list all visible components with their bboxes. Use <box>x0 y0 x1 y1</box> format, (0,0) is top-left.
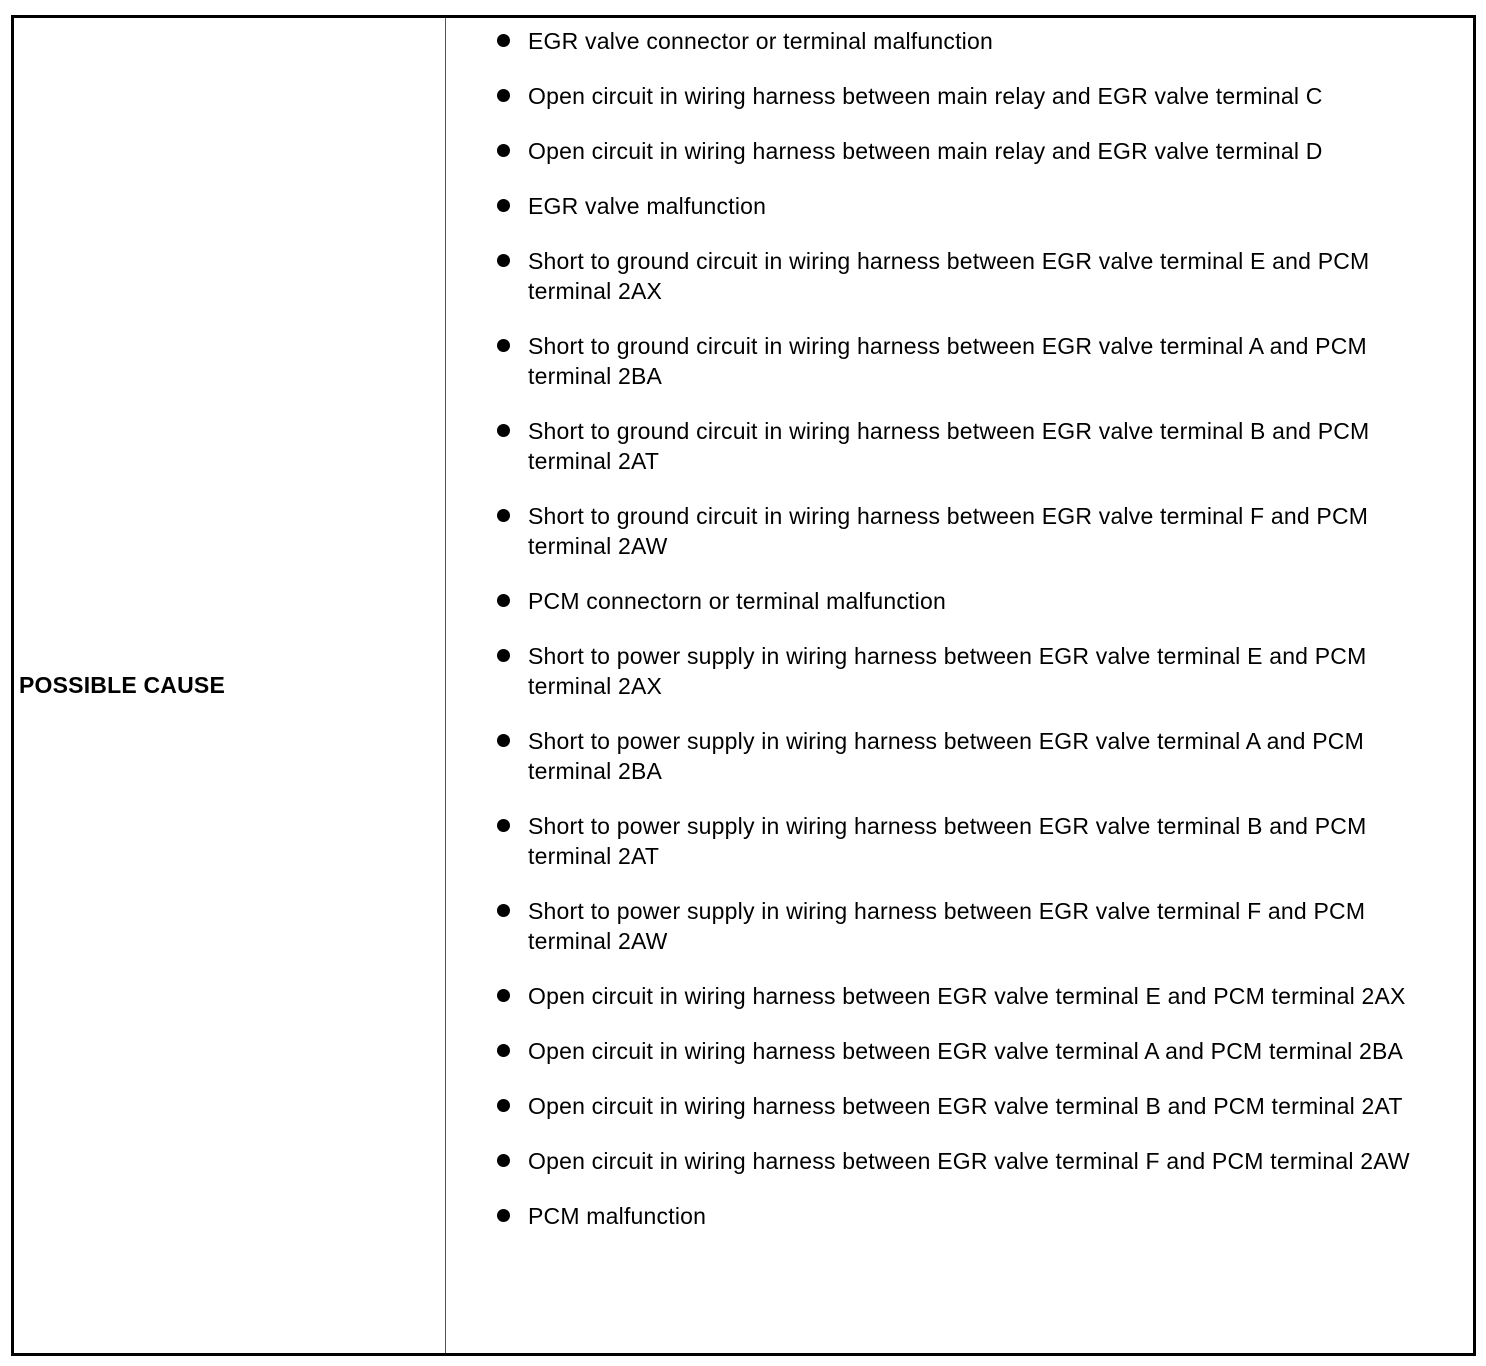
cause-text: Short to power supply in wiring harness between EGR valve terminal B and PCM terminal 2AT <box>528 813 1367 869</box>
cause-text: Short to power supply in wiring harness between EGR valve terminal E and PCM terminal 2AX <box>528 643 1367 699</box>
bullet-icon <box>497 339 510 352</box>
bullet-icon <box>497 89 510 102</box>
bullet-icon <box>497 904 510 917</box>
cause-text: EGR valve malfunction <box>528 193 767 219</box>
cause-text: Short to ground circuit in wiring harness between EGR valve terminal A and PCM terminal 2BA <box>528 333 1367 389</box>
cause-text: Short to ground circuit in wiring harness between EGR valve terminal B and PCM terminal 2AT <box>528 418 1370 474</box>
bullet-icon <box>497 1154 510 1167</box>
cause-text: Short to power supply in wiring harness between EGR valve terminal F and PCM terminal 2AW <box>528 898 1366 954</box>
bullet-icon <box>497 1209 510 1222</box>
list-item <box>446 586 1473 616</box>
list-item <box>446 1201 1473 1231</box>
list-item <box>446 191 1473 221</box>
list-item <box>446 246 1473 306</box>
bullet-icon <box>497 144 510 157</box>
bullet-icon <box>497 649 510 662</box>
cause-list <box>446 26 1473 1256</box>
list-item <box>446 641 1473 701</box>
list-item <box>446 726 1473 786</box>
cause-text: Open circuit in wiring harness between EGR valve terminal F and PCM terminal 2AW <box>528 1148 1410 1174</box>
bullet-icon <box>497 509 510 522</box>
cause-text: Short to ground circuit in wiring harness between EGR valve terminal F and PCM terminal 2AW <box>528 503 1369 559</box>
list-item <box>446 811 1473 871</box>
bullet-icon <box>497 34 510 47</box>
list-item <box>446 501 1473 561</box>
cause-text: EGR valve connector or terminal malfunction <box>528 28 993 54</box>
cause-text: PCM malfunction <box>528 1203 707 1229</box>
cause-text: Short to ground circuit in wiring harness between EGR valve terminal E and PCM terminal 2AX <box>528 248 1370 304</box>
cause-text: PCM connectorn or terminal malfunction <box>528 588 946 614</box>
bullet-icon <box>497 254 510 267</box>
cause-text: Open circuit in wiring harness between EGR valve terminal B and PCM terminal 2AT <box>528 1093 1403 1119</box>
causes-cell <box>446 18 1473 1353</box>
bullet-icon <box>497 1044 510 1057</box>
list-item <box>446 26 1473 56</box>
bullet-icon <box>497 199 510 212</box>
bullet-icon <box>497 1099 510 1112</box>
bullet-icon <box>497 594 510 607</box>
possible-cause-table <box>11 15 1476 1356</box>
cause-text: Open circuit in wiring harness between EGR valve terminal E and PCM terminal 2AX <box>528 983 1406 1009</box>
bullet-icon <box>497 424 510 437</box>
label-cell <box>14 18 446 1353</box>
list-item <box>446 136 1473 166</box>
cause-text: Short to power supply in wiring harness between EGR valve terminal A and PCM terminal 2BA <box>528 728 1364 784</box>
list-item <box>446 1146 1473 1176</box>
list-item <box>446 896 1473 956</box>
list-item <box>446 331 1473 391</box>
cause-text: Open circuit in wiring harness between main relay and EGR valve terminal D <box>528 138 1323 164</box>
bullet-icon <box>497 819 510 832</box>
list-item <box>446 416 1473 476</box>
bullet-icon <box>497 989 510 1002</box>
list-item <box>446 81 1473 111</box>
list-item <box>446 1091 1473 1121</box>
row-label: POSSIBLE CAUSE <box>19 672 226 698</box>
list-item <box>446 1036 1473 1066</box>
list-item <box>446 981 1473 1011</box>
cause-text: Open circuit in wiring harness between EGR valve terminal A and PCM terminal 2BA <box>528 1038 1404 1064</box>
cause-text: Open circuit in wiring harness between main relay and EGR valve terminal C <box>528 83 1323 109</box>
bullet-icon <box>497 734 510 747</box>
